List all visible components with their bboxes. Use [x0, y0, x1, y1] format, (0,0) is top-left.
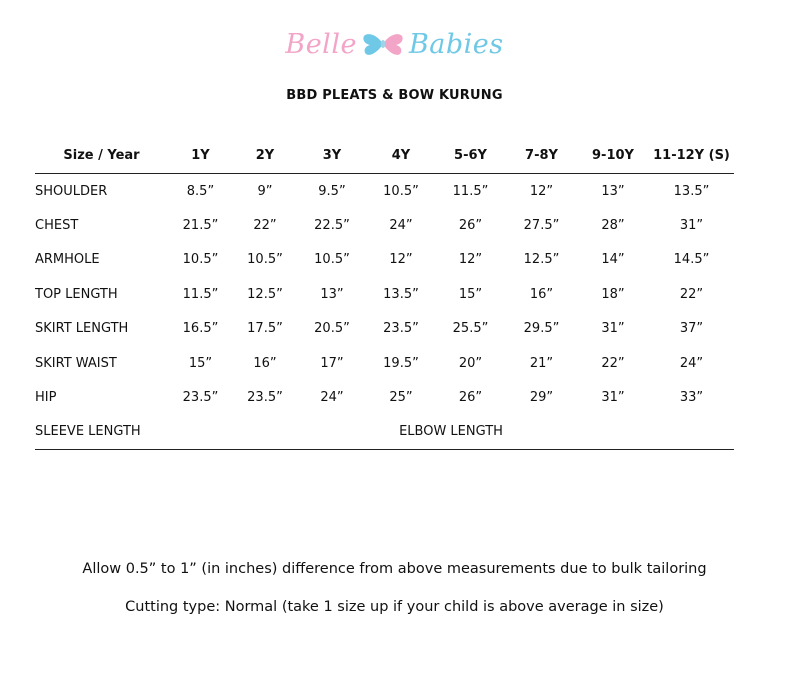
table-cell: 25.5” — [452, 321, 489, 337]
table-cell: 28” — [601, 218, 625, 234]
table-cell: 16.5” — [182, 321, 219, 337]
logo-word-babies: Babies — [408, 28, 504, 60]
table-cell: 26” — [458, 390, 483, 406]
table-body — [35, 174, 734, 450]
table-cell: 9” — [257, 183, 273, 199]
table-cell: 20” — [458, 355, 483, 371]
table-cell: 12” — [529, 183, 554, 199]
header-2y: 2Y — [255, 147, 275, 163]
table-row — [35, 346, 734, 380]
table-cell: 37” — [679, 321, 704, 337]
row-label: SKIRT WAIST — [35, 355, 117, 371]
table-cell: 26” — [458, 218, 483, 234]
table-cell: 24” — [320, 390, 344, 406]
table-row — [35, 174, 734, 209]
table-row — [35, 277, 734, 311]
logo-word-belle: Belle — [285, 28, 357, 60]
table-cell: 16” — [529, 286, 554, 302]
table-cell: 17.5” — [247, 321, 283, 337]
table-cell: 9.5” — [318, 183, 346, 199]
table-row — [35, 380, 734, 414]
table-cell: 17” — [320, 355, 344, 371]
table-cell: 23.5” — [383, 321, 419, 337]
header-4y: 4Y — [391, 147, 411, 163]
table-cell: 12” — [389, 252, 413, 268]
table-cell: 20.5” — [314, 321, 350, 337]
table-header-row — [35, 137, 734, 174]
table-cell: 25” — [389, 390, 413, 406]
table-cell: 12.5” — [247, 286, 283, 302]
row-label: TOP LENGTH — [35, 286, 118, 302]
table-cell: 33” — [679, 390, 704, 406]
table-cell: 10.5” — [314, 252, 350, 268]
table-row — [35, 312, 734, 346]
table-cell: 8.5” — [186, 183, 215, 199]
table-row — [35, 208, 734, 242]
table-cell: 24” — [389, 218, 413, 234]
table-cell: 21.5” — [182, 218, 219, 234]
table-cell: 10.5” — [182, 252, 219, 268]
table-row — [35, 243, 734, 277]
header-1y: 1Y — [191, 147, 210, 163]
header-7-8y: 7-8Y — [525, 147, 558, 163]
header-9-10y: 9-10Y — [592, 147, 634, 163]
table-cell: 13” — [320, 286, 344, 302]
table-cell: 29” — [529, 390, 554, 406]
size-chart-table — [35, 137, 734, 450]
table-cell: 14.5” — [673, 252, 710, 268]
table-cell: 22” — [253, 218, 277, 234]
table-cell: 15” — [188, 355, 213, 371]
table-row-sleeve-length — [35, 415, 734, 450]
table-cell: 16” — [253, 355, 277, 371]
table-cell: 13.5” — [673, 183, 710, 199]
table-cell: 18” — [601, 286, 625, 302]
table-cell: 24” — [679, 355, 704, 371]
table-cell: 22” — [601, 355, 625, 371]
header-3y: 3Y — [322, 147, 342, 163]
table-cell: 23.5” — [247, 390, 283, 406]
header-11-12y: 11-12Y (S) — [653, 147, 730, 163]
table-cell: 13” — [601, 183, 625, 199]
header-size-year: Size / Year — [63, 147, 140, 163]
table-cell: 22.5” — [314, 218, 350, 234]
table-cell: 23.5” — [182, 390, 219, 406]
table-cell: 29.5” — [523, 321, 560, 337]
table-cell: 15” — [458, 286, 483, 302]
row-label: SLEEVE LENGTH — [35, 424, 141, 440]
header-5-6y: 5-6Y — [454, 147, 487, 163]
row-label: SKIRT LENGTH — [35, 321, 129, 337]
row-label: SHOULDER — [35, 183, 108, 199]
table-cell: 11.5” — [452, 183, 489, 199]
table-cell: 22” — [679, 286, 704, 302]
table-cell: 14” — [601, 252, 625, 268]
table-cell: 13.5” — [383, 286, 419, 302]
brand-logo — [0, 24, 789, 64]
table-cell: 19.5” — [383, 355, 419, 371]
sleeve-length-value: ELBOW LENGTH — [399, 424, 503, 440]
row-label: CHEST — [35, 218, 79, 234]
butterfly-bow-icon — [361, 30, 405, 58]
row-label: ARMHOLE — [35, 252, 100, 268]
tolerance-note: Allow 0.5” to 1” (in inches) difference from above measurements due to bulk tailoring — [82, 561, 707, 577]
table-cell: 10.5” — [247, 252, 283, 268]
table-cell: 11.5” — [182, 286, 219, 302]
table-cell: 31” — [601, 321, 625, 337]
table-cell: 12.5” — [523, 252, 560, 268]
page-title: BBD PLEATS & BOW KURUNG — [286, 88, 503, 103]
cutting-type-note: Cutting type: Normal (take 1 size up if your child is above average in size) — [125, 599, 664, 615]
table-cell: 10.5” — [383, 183, 419, 199]
table-cell: 31” — [679, 218, 704, 234]
table-cell: 12” — [458, 252, 483, 268]
row-label: HIP — [35, 390, 57, 406]
table-cell: 27.5” — [523, 218, 560, 234]
table-cell: 31” — [601, 390, 625, 406]
table-cell: 21” — [529, 355, 554, 371]
